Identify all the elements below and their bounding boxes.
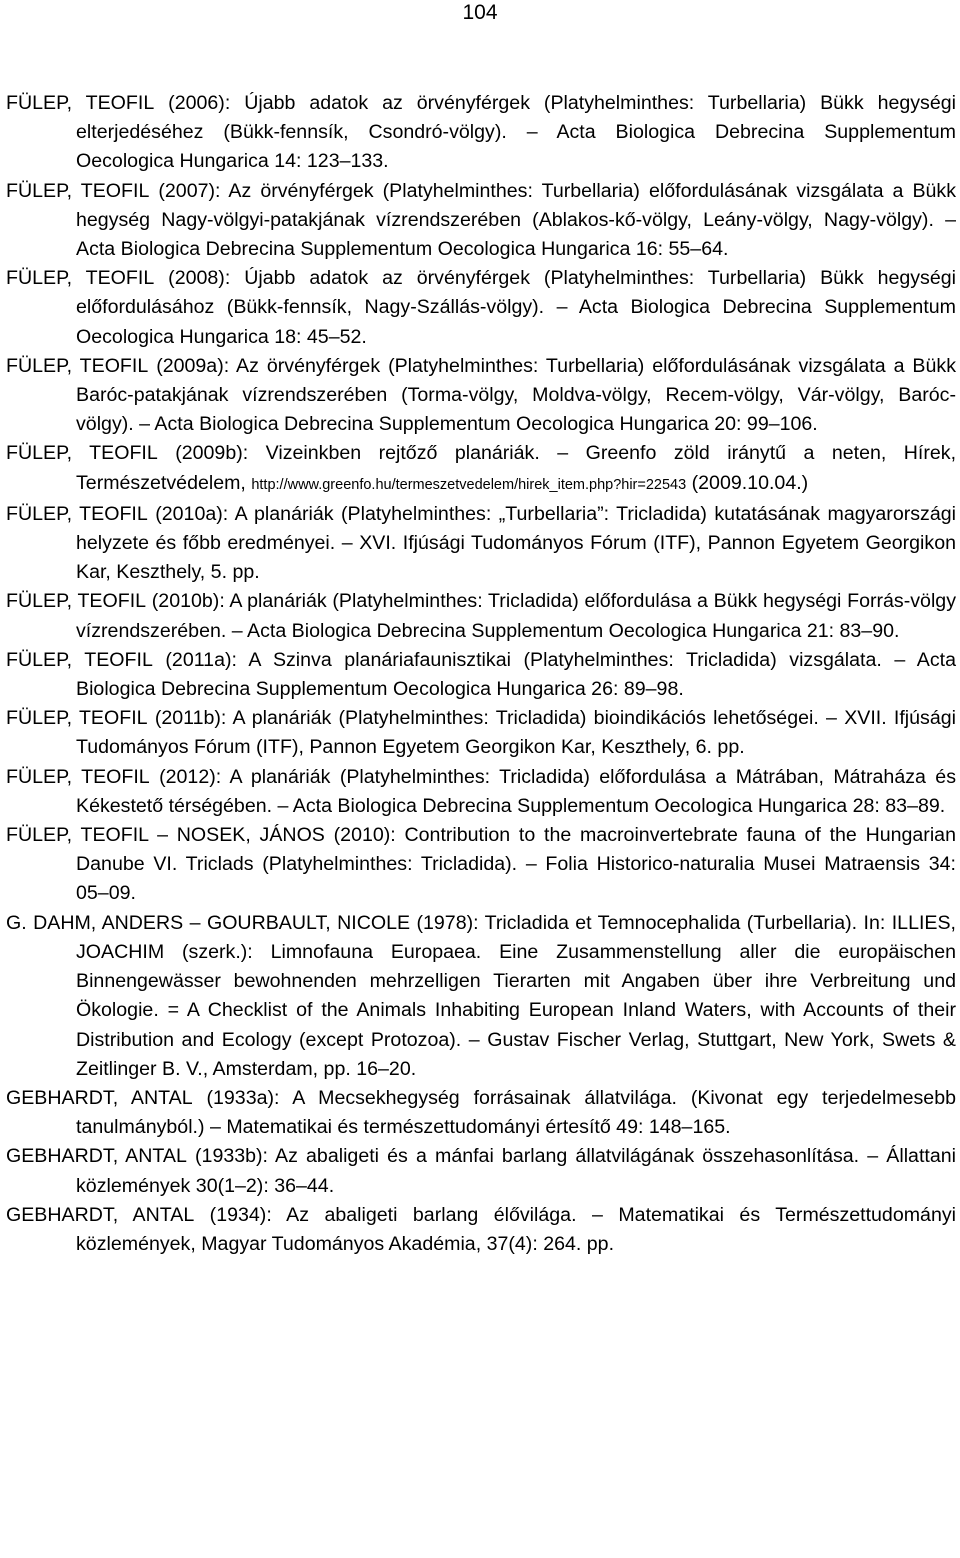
reference-authors: FÜLEP, TEOFIL [6, 707, 148, 730]
reference-title: Az örvényférgek (Platyhelminthes: Turbellaria) előfordulásának vizsgálata a Bükk Baróc-patakjának vízrendszerében (Torma-völgy, Moldva-völgy, Recem-völgy, Vár-völgy, Baróc-völgy). [76, 354, 956, 436]
reference-year: (2009a): [148, 354, 237, 377]
reference-source: – Acta Biologica Debrecina Supplementum Oecologica Hungarica 21: 83–90. [226, 619, 900, 642]
reference-title: A Szinva planáriafaunisztikai (Platyhelminthes: Tricladida) vizsgálata. [248, 648, 882, 671]
reference-title: A planáriák (Platyhelminthes: Tricladida) bioindikációs lehetőségei. [232, 707, 819, 730]
reference-entry [6, 909, 956, 1084]
reference-source: – XVII. Ifjúsági Tudományos Fórum (ITF), Pannon Egyetem Georgikon Kar, Keszthely, 6. pp. [76, 707, 956, 759]
reference-year: (2006): [154, 92, 245, 114]
reference-source: – Acta Biologica Debrecina Supplementum Oecologica Hungarica 20: 99–106. [133, 413, 818, 436]
reference-authors: GEBHARDT, ANTAL [6, 1203, 195, 1226]
reference-source: – Acta Biologica Debrecina Supplementum Oecologica Hungarica 14: 123–133. [76, 121, 956, 173]
reference-entry [6, 500, 956, 588]
reference-year: (2007): [149, 179, 229, 202]
reference-entry [6, 1201, 956, 1259]
reference-source: – Acta Biologica Debrecina Supplementum Oecologica Hungarica 18: 45–52. [76, 296, 956, 348]
reference-year: (2012): [149, 765, 230, 788]
reference-url: http://www.greenfo.hu/termeszetvedelem/hirek_item.php?hir=22543 [251, 476, 687, 493]
reference-entry [6, 646, 956, 704]
reference-entry [6, 89, 956, 177]
reference-year: (2010b): [146, 590, 230, 613]
reference-title: Az abaligeti barlang élővilága. [286, 1203, 577, 1226]
reference-authors: FÜLEP, TEOFIL [6, 267, 155, 290]
reference-year: (2010): [324, 824, 405, 847]
reference-entry [6, 763, 956, 821]
reference-title: Contribution to the macroinvertebrate fauna of the Hungarian Danube VI. Triclads (Platyhelminthes: Tricladida). [76, 824, 956, 876]
reference-authors: FÜLEP, TEOFIL [6, 502, 148, 525]
reference-entry [6, 264, 956, 352]
reference-entry [6, 1084, 956, 1142]
reference-authors: GEBHARDT, ANTAL [6, 1145, 187, 1168]
reference-entry [6, 177, 956, 265]
reference-year: (2011b): [147, 707, 233, 730]
reference-authors: FÜLEP, TEOFIL [6, 92, 155, 114]
reference-authors: FÜLEP, TEOFIL [6, 648, 153, 671]
reference-title: Újabb adatok az örvényférgek (Platyhelminthes: Turbellaria) Bükk hegységi előfordulásához (Bükk-fennsík, Nagy-Szállás-völgy). [76, 267, 956, 319]
reference-year: (1934): [194, 1203, 287, 1226]
reference-source: – Acta Biologica Debrecina Supplementum Oecologica Hungarica 28: 83–89. [272, 794, 946, 817]
reference-year: (1933a): [192, 1086, 293, 1109]
reference-authors: FÜLEP, TEOFIL [6, 442, 158, 465]
reference-year: (2008): [154, 267, 245, 290]
reference-title: A planáriák (Platyhelminthes: Tricladida) előfordulása a Mátrában, Mátraháza és Kékestető térségében. [76, 765, 957, 817]
reference-source: – Folia Historico-naturalia Musei Matraensis 34: 05–09. [76, 853, 957, 905]
reference-title: Vizeinkben rejtőző planáriák. [265, 442, 540, 465]
reference-entry [6, 1142, 956, 1200]
reference-source: – Gustav Fischer Verlag, Stuttgart, New York, Swets & Zeitlinger B. V., Amsterdam, pp. 16–20. [76, 1028, 956, 1080]
reference-entry [6, 587, 956, 645]
reference-list [6, 89, 956, 1259]
reference-entry [6, 439, 956, 499]
reference-source: – Matematikai és Természettudományi közlemények, Magyar Tudományos Akadémia, 37(4): 264. pp. [76, 1203, 956, 1255]
reference-authors: FÜLEP, TEOFIL – NOSEK, JÁNOS [6, 824, 325, 847]
reference-year: (1978): [410, 911, 485, 934]
reference-source: – Matematikai és természettudományi értesítő 49: 148–165. [204, 1116, 731, 1139]
reference-authors: G. DAHM, ANDERS – GOURBAULT, NICOLE [6, 911, 411, 934]
page-number: 104 [462, 1, 498, 24]
reference-title: A planáriák (Platyhelminthes: Tricladida) előfordulása a Bükk hegységi Forrás-völgy vízrendszerében. [76, 590, 956, 642]
reference-title: A Mecsekhegység forrásainak állatvilága. (Kivonat egy terjedelmesebb tanulmányból.) [76, 1086, 956, 1139]
reference-year: (2010a): [147, 502, 235, 525]
reference-year: (2009b): [157, 442, 266, 465]
reference-source: – Greenfo zöld iránytű a neten, Hírek, Természetvédelem, [76, 442, 957, 494]
reference-title: A planáriák (Platyhelminthes: „Turbellaria”: Tricladida) kutatásának magyarországi helyzete és főbb eredményei. [76, 502, 956, 555]
reference-entry [6, 704, 956, 762]
reference-title: Újabb adatok az örvényférgek (Platyhelminthes: Turbellaria) Bükk hegységi elterjedéséhez (Bükk-fennsík, Csondró-völgy). [76, 92, 956, 144]
reference-entry [6, 352, 956, 440]
reference-year: (1933b): [186, 1145, 276, 1168]
reference-source: – Acta Biologica Debrecina Supplementum Oecologica Hungarica 26: 89–98. [76, 648, 956, 701]
reference-year: (2011a): [152, 648, 249, 671]
reference-title: Az abaligeti és a mánfai barlang állatvilágának összehasonlítása. [275, 1145, 860, 1168]
reference-date: (2009.10.04.) [686, 471, 809, 494]
reference-authors: FÜLEP, TEOFIL [6, 354, 149, 377]
reference-title: Az örvényférgek (Platyhelminthes: Turbellaria) előfordulásának vizsgálata a Bükk hegység Nagy-völgyi-patakjának vízrendszerében (Ablakos-kő-völgy, Leány-völgy, Nagy-völgy). [76, 179, 957, 231]
reference-authors: FÜLEP, TEOFIL [6, 179, 150, 202]
reference-authors: GEBHARDT, ANTAL [6, 1086, 193, 1109]
reference-authors: FÜLEP, TEOFIL [6, 590, 147, 613]
reference-source: – Állattani közlemények 30(1–2): 36–44. [76, 1145, 956, 1197]
reference-source: – Acta Biologica Debrecina Supplementum Oecologica Hungarica 16: 55–64. [76, 208, 956, 261]
reference-source: – XVI. Ifjúsági Tudományos Fórum (ITF), Pannon Egyetem Georgikon Kar, Keszthely, 5. pp. [76, 532, 956, 584]
reference-title: Tricladida et Temnocephalida (Turbellaria). In: ILLIES, JOACHIM (szerk.): Limnofauna Europaea. Eine Zusammenstellung aller die europäischen Binnengewässer bewohnenden mehrzelligen Tierarten mit Angaben über ihre Verbreitung und Ökologie. = A Checklist of the Animals Inhabiting European Inland Waters, with Accounts of their Distribution and Ecology (except Protozoa). [76, 911, 956, 1051]
reference-authors: FÜLEP, TEOFIL [6, 765, 150, 788]
reference-entry [6, 821, 956, 909]
